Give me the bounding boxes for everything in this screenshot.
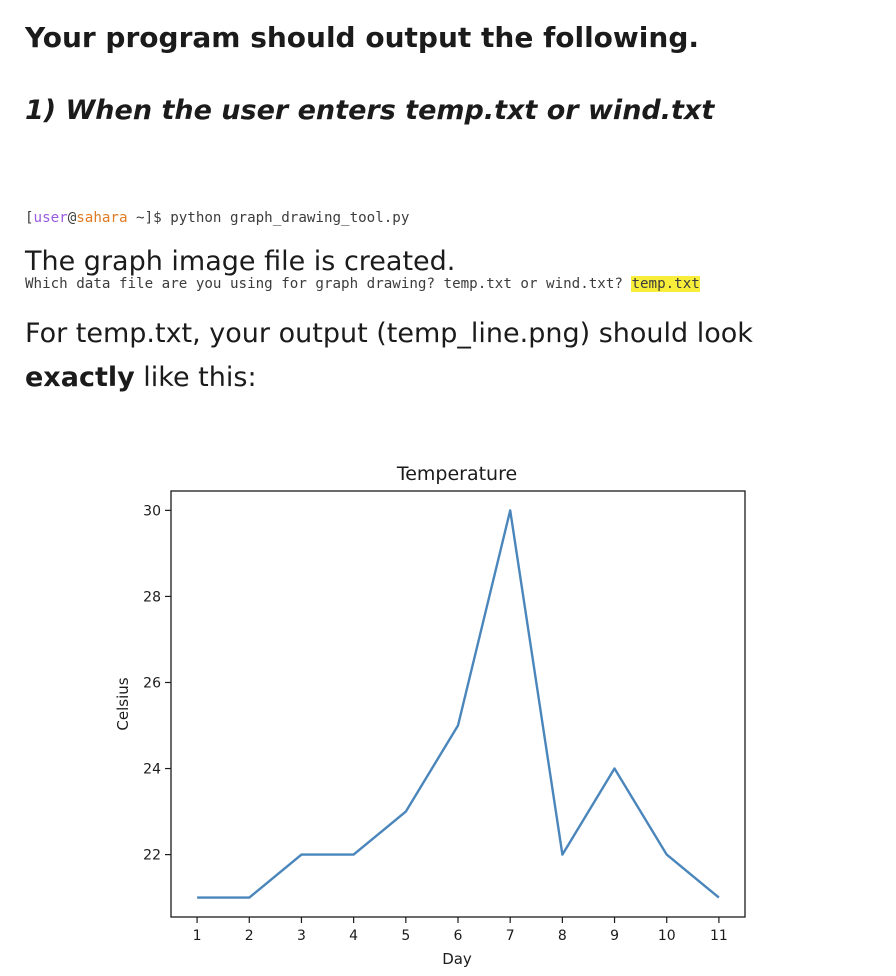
x-tick-label-1: 1 [193, 928, 202, 944]
prompt-bracket: [ [25, 210, 34, 226]
paragraph-created: The graph image file is created. [25, 240, 455, 284]
paragraph-intro: For temp.txt, your output (temp_line.png) should look [25, 318, 753, 349]
series-points [197, 510, 719, 897]
prompt-host: sahara [76, 210, 127, 226]
terminal-question: Which data file are you using for graph drawing? temp.txt or wind.txt? [25, 276, 631, 292]
x-tick-label-9: 9 [610, 928, 619, 944]
chart-container [0, 440, 896, 972]
x-tick-label-11: 11 [710, 928, 728, 944]
terminal-answer-highlight: temp.txt [631, 276, 699, 292]
paragraph-output-note [25, 312, 885, 400]
x-tick-label-4: 4 [349, 928, 358, 944]
y-tick-label-24: 24 [143, 762, 161, 778]
prompt-command: ~]$ python graph_drawing_tool.py [128, 210, 410, 226]
x-tick-label-3: 3 [297, 928, 306, 944]
x-tick-label-6: 6 [454, 928, 463, 944]
x-tick-label-2: 2 [245, 928, 254, 944]
terminal-line-command [25, 207, 700, 229]
y-tick-label-30: 30 [143, 503, 161, 519]
x-axis-label: Day [442, 950, 472, 968]
y-tick-label-22: 22 [143, 848, 161, 864]
paragraph-rest: like this: [135, 362, 257, 393]
temperature-series-line [197, 510, 719, 897]
prompt-at: @ [68, 210, 77, 226]
plot-area-frame [171, 491, 745, 917]
x-tick-label-10: 10 [658, 928, 676, 944]
y-tick-label-28: 28 [143, 589, 161, 605]
paragraph-emphasis: exactly [25, 362, 135, 393]
y-axis-label: Celsius [114, 677, 132, 730]
x-tick-label-7: 7 [506, 928, 515, 944]
temperature-chart [0, 440, 896, 972]
y-tick-label-26: 26 [143, 675, 161, 691]
x-axis [193, 917, 728, 944]
x-tick-label-8: 8 [558, 928, 567, 944]
y-axis [143, 503, 171, 863]
prompt-user: user [34, 210, 68, 226]
chart-title: Temperature [396, 463, 517, 485]
x-tick-label-5: 5 [401, 928, 410, 944]
page-heading: Your program should output the following. [25, 18, 699, 58]
section-subheading: 1) When the user enters temp.txt or wind.txt [25, 91, 714, 131]
